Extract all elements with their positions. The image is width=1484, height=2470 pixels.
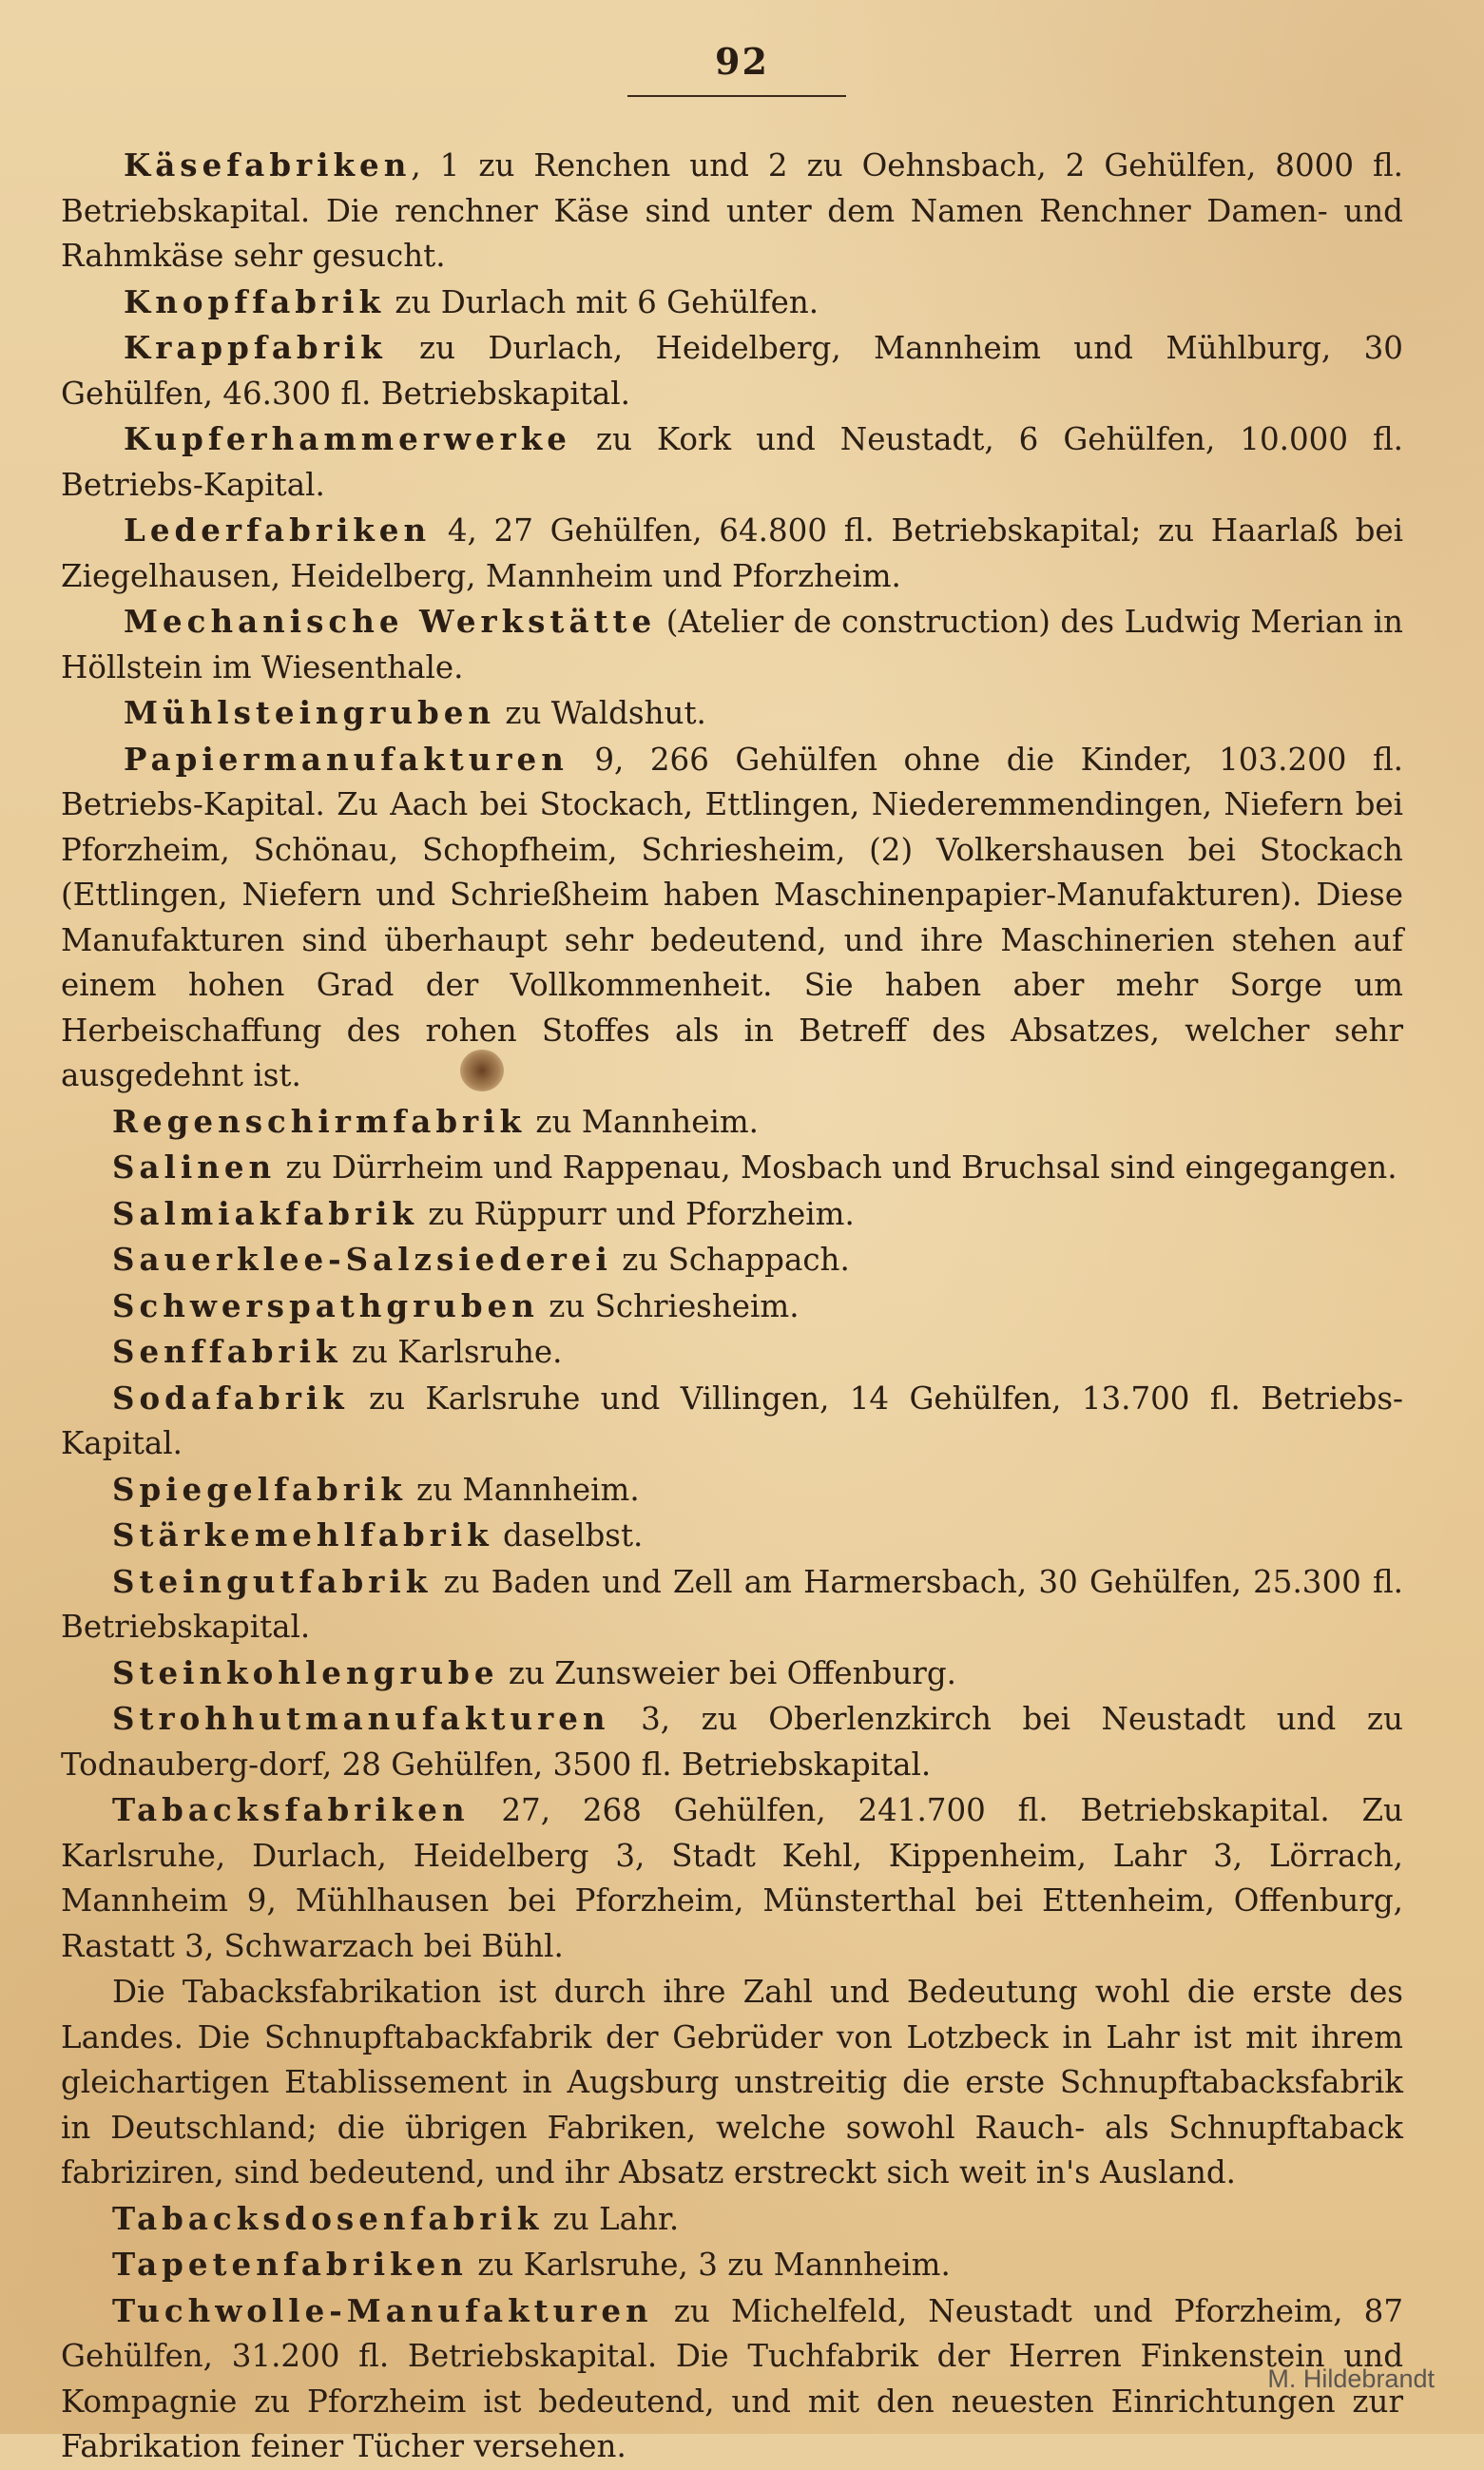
entry-keyword: Mechanische Werkstätte: [124, 603, 657, 640]
entry-keyword: Papiermanufakturen: [124, 740, 569, 778]
entry: [61, 2288, 1403, 2470]
entry-keyword: Senffabrik: [112, 1333, 342, 1370]
entry-keyword: Schwerspathgruben: [112, 1286, 539, 1324]
entry-keyword: Tuchwolle-Manufakturen: [112, 2291, 653, 2329]
page-number: 92: [715, 40, 769, 83]
entry-text: Die Tabacksfabrikation ist durch ihre Zahl und Bedeutung wohl die erste des Landes. Die Schnupftabackfabrik der Gebrüder von Lotzbeck in Lahr ist mit ihrem gleichartigen Etablissement in Augsburg unstreitig die erste Schnupftabacksfabrik in Deutschland; die übrigen Fabriken, welche sowohl Rauch- als Schnupftaback fabriziren, sind bedeutend, und ihr Absatz erstreckt sich weit in's Ausland.: [61, 1974, 1403, 2190]
entry: [61, 690, 1403, 737]
entry-text: (Atelier de construction) des Ludwig Merian in Höllstein im Wiesenthale.: [61, 604, 1403, 685]
entry-text: zu Mannheim.: [526, 1103, 759, 1140]
entry: [61, 1969, 1403, 2196]
entry-text: zu Kork und Neustadt, 6 Gehülfen, 10.000 fl. Betriebs-Kapital.: [61, 421, 1403, 503]
entry-text: daselbst.: [492, 1517, 644, 1553]
entry: [61, 280, 1403, 326]
entry: [61, 2242, 1403, 2288]
entry: [61, 1559, 1403, 1650]
watermark: M. Hildebrandt: [1267, 2364, 1435, 2393]
entry-keyword: Stärkemehlfabrik: [112, 1516, 493, 1553]
entry-keyword: Mühlsteingruben: [124, 694, 496, 731]
entry-text: zu Karlsruhe und Villingen, 14 Gehülfen, 13.700 fl. Betriebs-Kapital.: [61, 1380, 1403, 1461]
entry-text: zu Karlsruhe.: [341, 1334, 563, 1370]
entry: [61, 325, 1403, 416]
entry: [61, 1696, 1403, 1787]
entry: [61, 1099, 1403, 1146]
entry: [61, 599, 1403, 690]
entry: [61, 1283, 1403, 1330]
entry-text: zu Rüppurr und Pforzheim.: [417, 1195, 855, 1232]
entry-keyword: Sodafabrik: [112, 1379, 349, 1417]
page-body: [61, 143, 1403, 2470]
entry: [61, 143, 1403, 280]
entry-text: 9, 266 Gehülfen ohne die Kinder, 103.200 fl. Betriebs-Kapital. Zu Aach bei Stockach, Ettlingen, Niederemmendingen, Niefern bei Pforzheim, Schönau, Schopfheim, Schriesheim, (2) Volkershausen bei Stockach (Ettlingen, Niefern und Schrießheim haben Maschinenpapier-Manufakturen). Diese Manufakturen sind überhaupt sehr bedeutend, und ihre Maschinerien stehen auf einem hohen Grad der Vollkommenheit. Sie haben aber mehr Sorge um Herbeischaffung des rohen Stoffes als in Betreff des Absatzes, welcher sehr ausgedehnt ist.: [61, 741, 1403, 1093]
entry-text: zu Michelfeld, Neustadt und Pforzheim, 87 Gehülfen, 31.200 fl. Betriebskapital. Die Tuchfabrik der Herren Finkenstein und Kompagnie zu Pforzheim ist bedeutend, und mit den neuesten Einrichtungen zur Fabrikation feiner Tücher versehen.: [61, 2292, 1403, 2464]
entry: [61, 1329, 1403, 1376]
entry-keyword: Salmiakfabrik: [112, 1194, 418, 1232]
entry: [61, 1145, 1403, 1191]
entry-keyword: Tabacksdosenfabrik: [112, 2199, 544, 2237]
entry-keyword: Regenschirmfabrik: [112, 1102, 527, 1140]
entry-keyword: Knopffabrik: [124, 282, 386, 320]
entry: [61, 416, 1403, 508]
header-rule: [627, 95, 846, 97]
entry-keyword: Tapetenfabriken: [112, 2246, 468, 2283]
ink-stain: [460, 1050, 504, 1091]
entry-text: zu Durlach, Heidelberg, Mannheim und Mühlburg, 30 Gehülfen, 46.300 fl. Betriebskapital.: [61, 330, 1403, 412]
entry-text: zu Durlach mit 6 Gehülfen.: [385, 283, 819, 320]
entry-keyword: Strohhutmanufakturen: [112, 1700, 610, 1737]
entry-text: 3, zu Oberlenzkirch bei Neustadt und zu Todnauberg-dorf, 28 Gehülfen, 3500 fl. Betriebskapital.: [61, 1701, 1403, 1783]
entry: [61, 508, 1403, 599]
entry: [61, 1376, 1403, 1467]
entry-text: zu Mannheim.: [406, 1471, 640, 1508]
entry: [61, 1787, 1403, 1969]
entry: [61, 1191, 1403, 1238]
entry: [61, 1513, 1403, 1559]
entry: [61, 1650, 1403, 1697]
entry-keyword: Tabacksfabriken: [112, 1791, 470, 1828]
entry-text: zu Dürrheim und Rappenau, Mosbach und Bruchsal sind eingegangen.: [276, 1149, 1397, 1186]
entry-text: zu Karlsruhe, 3 zu Mannheim.: [467, 2247, 951, 2283]
entry-keyword: Käsefabriken: [124, 146, 412, 183]
entry-keyword: Sauerklee-Salzsiederei: [112, 1241, 612, 1278]
entry-keyword: Krappfabrik: [124, 329, 387, 366]
entry-text: zu Baden und Zell am Harmersbach, 30 Gehülfen, 25.300 fl. Betriebskapital.: [61, 1563, 1403, 1645]
entry-keyword: Lederfabriken: [124, 511, 432, 549]
entry-text: zu Zunsweier bei Offenburg.: [498, 1654, 956, 1691]
entry: [61, 2196, 1403, 2243]
entry-text: 27, 268 Gehülfen, 241.700 fl. Betriebskapital. Zu Karlsruhe, Durlach, Heidelberg 3, Stadt Kehl, Kippenheim, Lahr 3, Lörrach, Mannheim 9, Mühlhausen bei Pforzheim, Münsterthal bei Ettenheim, Offenburg, Rastatt 3, Schwarzach bei Bühl.: [61, 1792, 1403, 1964]
entry-keyword: Steinkohlengrube: [112, 1653, 499, 1691]
entry-keyword: Kupferhammerwerke: [124, 420, 571, 457]
entry: [61, 1467, 1403, 1514]
entry-text: zu Waldshut.: [495, 695, 706, 731]
entry-text: 4, 27 Gehülfen, 64.800 fl. Betriebskapital; zu Haarlaß bei Ziegelhausen, Heidelberg, Mannheim und Pforzheim.: [61, 512, 1403, 594]
entry-keyword: Spiegelfabrik: [112, 1470, 407, 1508]
entry: [61, 737, 1403, 1099]
entry-text: , 1 zu Renchen und 2 zu Oehnsbach, 2 Gehülfen, 8000 fl. Betriebskapital. Die renchner Käse sind unter dem Namen Renchner Damen- und Rahmkäse sehr gesucht.: [61, 147, 1403, 274]
entry: [61, 1237, 1403, 1283]
entry-text: zu Schriesheim.: [538, 1287, 800, 1324]
entry-keyword: Salinen: [112, 1148, 277, 1186]
entry-keyword: Steingutfabrik: [112, 1562, 433, 1600]
entry-text: zu Schappach.: [611, 1242, 850, 1278]
entry-text: zu Lahr.: [543, 2200, 680, 2237]
